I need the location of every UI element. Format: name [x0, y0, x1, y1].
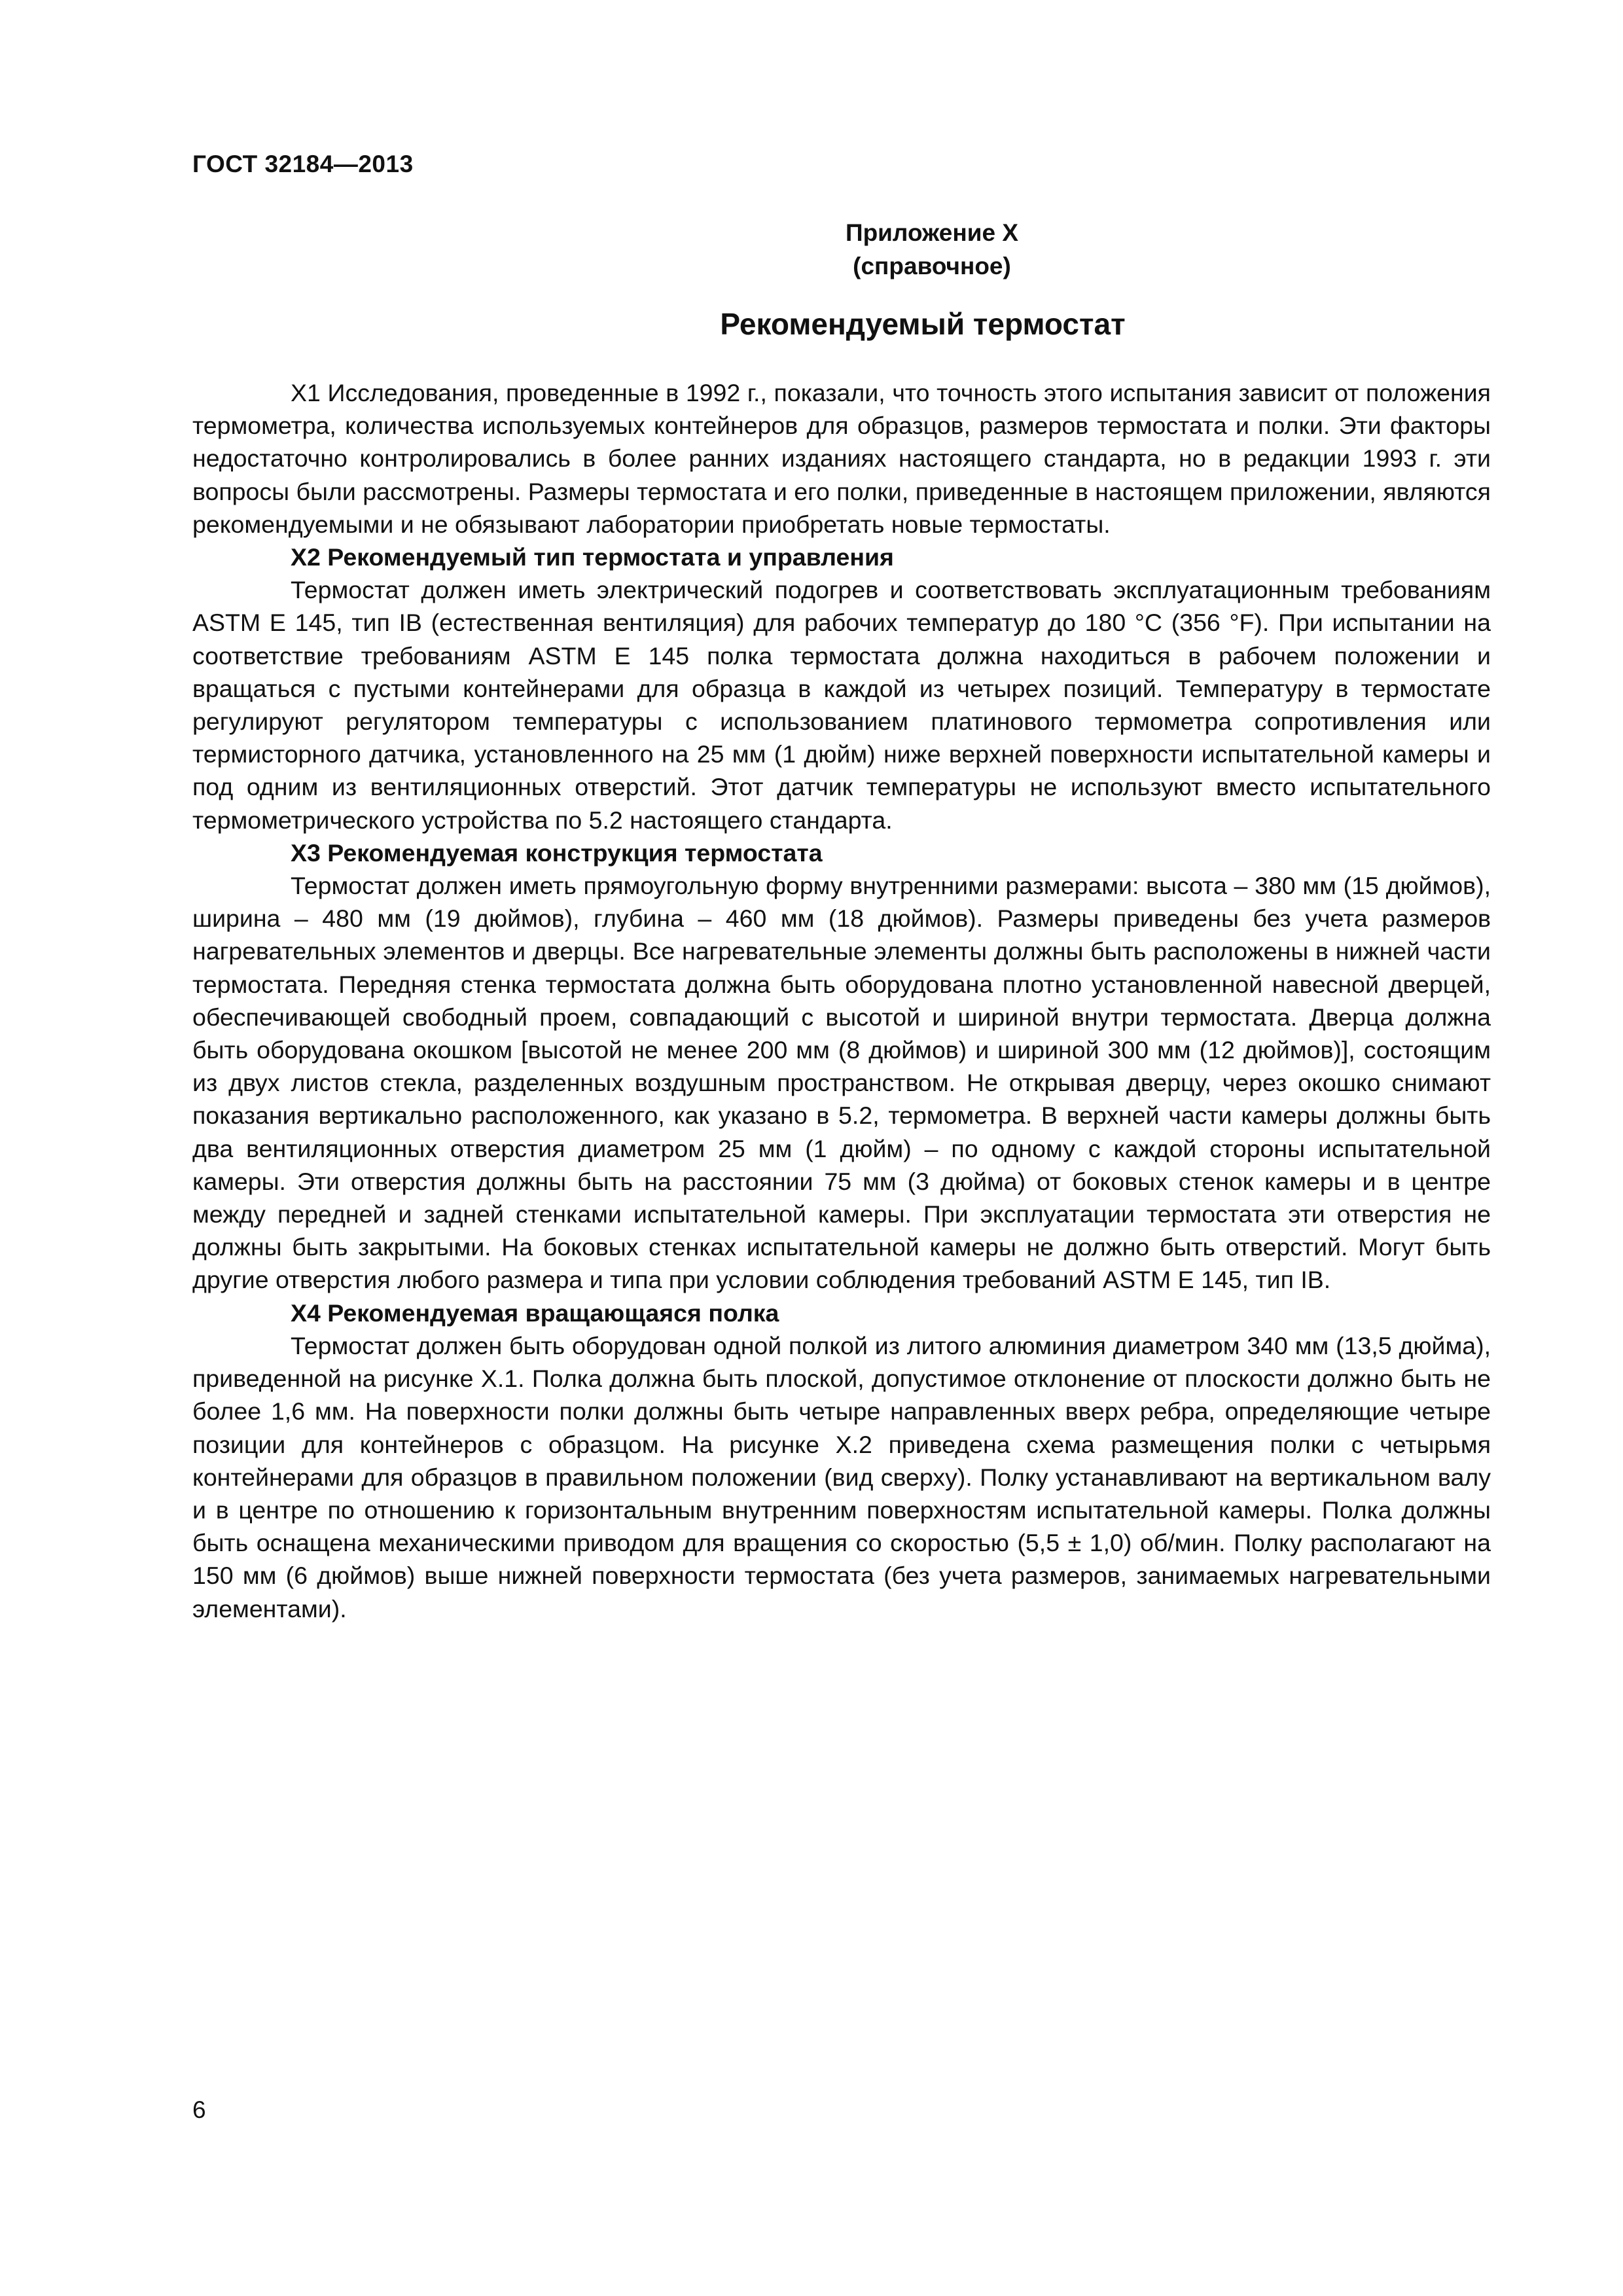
page-title: Рекомендуемый термостат [720, 307, 1126, 341]
document-body [192, 376, 1491, 1625]
section-x2-heading: X2 Рекомендуемый тип термостата и управления [291, 543, 894, 571]
section-x4-text: Термостат должен быть оборудован одной полкой из литого алюминия диаметром 340 мм (13,5 дюйма), приведенной на рисунке X.1. Полка должна быть плоской, допустимое отклонение от плоскости должно быть не более 1,6 мм. На поверхности полки должны быть четыре направленных вверх ребра, определяющие четыре позиции для контейнеров с образцом. На рисунке X.2 приведена схема размещения полки с четырьмя контейнерами для образцов в правильном положении (вид сверху). Полку устанавливают на вертикальном валу и в центре по отношению к горизонтальным внутренним поверхностям испытательной камеры. Полка должны быть оснащена механическими приводом для вращения со скоростью (5,5 ± 1,0) об/мин. Полку располагают на 150 мм (6 дюймов) выше нижней поверхности термостата (без учета размеров, занимаемых нагревательными элементами). [192, 1331, 1491, 1623]
section-x4-heading: X4 Рекомендуемая вращающаяся полка [291, 1299, 779, 1327]
section-x3-text: Термостат должен иметь прямоугольную форму внутренними размерами: высота – 380 мм (15 дюймов), ширина – 480 мм (19 дюймов), глубина – 460 мм (18 дюймов). Размеры приведены без учета размеров нагревательных элементов и дверцы. Все нагревательные элементы должны быть расположены в нижней части термостата. Передняя стенка термостата должна быть оборудована плотно установленной навесной дверцей, обеспечивающей свободный проем, совпадающий с высотой и шириной внутри термостата. Дверца должна быть оборудована окошком [высотой не менее 200 мм (8 дюймов) и шириной 300 мм (12 дюймов)], состоящим из двух листов стекла, разделенных воздушным пространством. Не открывая дверцу, через окошко снимают показания вертикально расположенного, как указано в 5.2, термометра. В верхней части камеры должны быть два вентиляционных отверстия диаметром 25 мм (1 дюйм) – по одному с каждой стороны испытательной камеры. Эти отверстия должны быть на расстоянии 75 мм (3 дюйма) от боковых стенок камеры и в центре между передней и задней стенками испытательной камеры. При эксплуатации термостата эти отверстия не должны быть закрытыми. На боковых стенках испытательной камеры не должно быть отверстий. Могут быть другие отверстия любого размера и типа при условии соблюдения требований ASTM E 145, тип IB. [192, 872, 1491, 1294]
section-x2-text: Термостат должен иметь электрический подогрев и соответствовать эксплуатационным требованиям ASTM E 145, тип IB (естественная вентиляция) для рабочих температур до 180 °С (356 °F). При испытании на соответствие требованиям ASTM E 145 полка термостата должна находиться в рабочем положении и вращаться с пустыми контейнерами для образца в каждой из четырех позиций. Температуру в термостате регулируют регулятором температуры с использованием платинового термометра сопротивления или термисторного датчика, установленного на 25 мм (1 дюйм) ниже верхней поверхности испытательной камеры и под одним из вентиляционных отверстий. Этот датчик температуры не используют вместо испытательного термометрического устройства по 5.2 настоящего стандарта. [192, 576, 1491, 834]
section-x3-heading: X3 Рекомендуемая конструкция термостата [291, 838, 823, 867]
appendix-type: (справочное) [853, 253, 1011, 279]
section-x1-text: X1 Исследования, проведенные в 1992 г., показали, что точность этого испытания зависит от положения термометра, количества используемых контейнеров для образцов, размеров термостата и полки. Эти факторы недостаточно контролировались в более ранних изданиях настоящего стандарта, но в редакции 1993 г. эти вопросы были рассмотрены. Размеры термостата и его полки, приведенные в настоящем приложении, являются рекомендуемыми и не обязывают лаборатории приобретать новые термостаты. [192, 379, 1491, 538]
document-id-header: ГОСТ 32184—2013 [192, 151, 414, 177]
appendix-heading [0, 216, 1623, 283]
appendix-label: Приложение X [845, 219, 1019, 246]
page-number: 6 [192, 2096, 206, 2123]
